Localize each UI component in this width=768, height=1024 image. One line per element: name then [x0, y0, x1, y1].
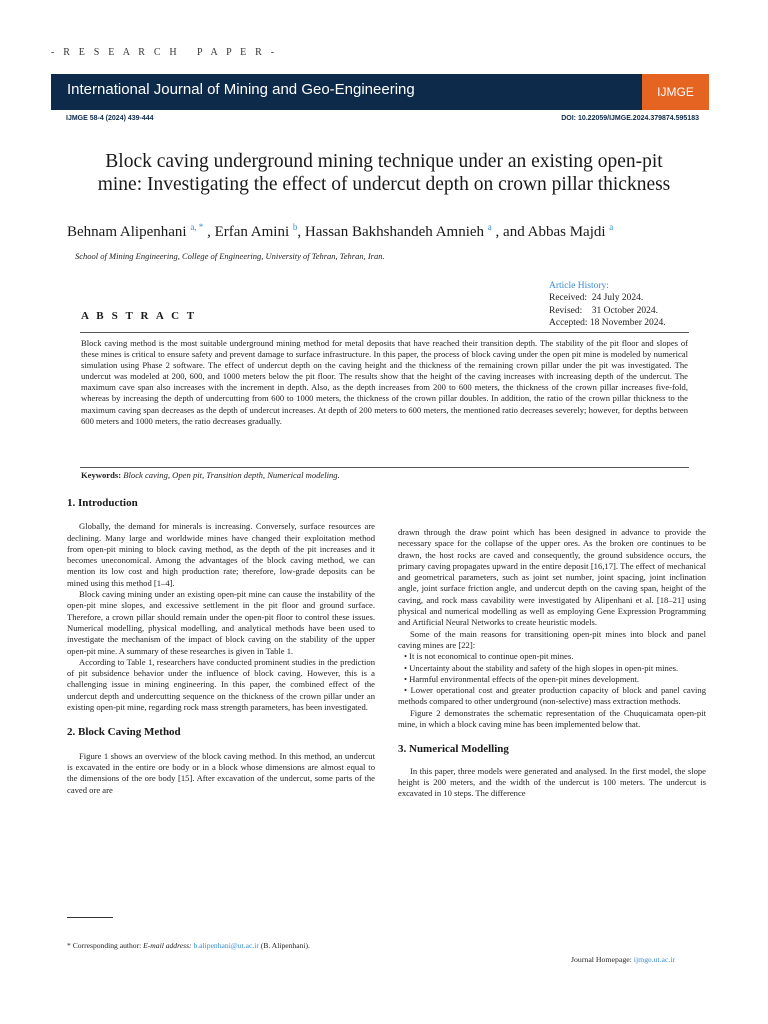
- author-affiliation-mark: a: [487, 222, 492, 232]
- journal-banner: [51, 74, 709, 110]
- abstract-bottom-rule: [80, 467, 689, 468]
- journal-title: International Journal of Mining and Geo-Engineering: [67, 81, 415, 98]
- paragraph: drawn through the draw point which has been designed in advance to provide the necessary space for the collapse of the upper ores. As the broken ore continues to be drawn, the host rocks are caved and consequently, the ground subsidence occurs, the primary caving propagates upward in the entire deposit [16,17]. The effect of mechanical and geometrical parameters, such as joint set number, joint spacing, joint inclination angle, joint surface friction angle, and undercut depth on the caving span, height of the caving, and rock mass cavability were investigated by Alipenhani et al. [18–21] using physical and numerical modelling as well as employing Gene Expression Programming and Artificial Neural Networks to create heuristic models.: [398, 527, 706, 628]
- paragraph: According to Table 1, researchers have conducted prominent studies in the prediction of pit subsidence behavior under the influence of block caving. However, this is a challenging issue in mining engineering. In this paper, the combined effect of the undercut depth and undercutting sequence on the thickness of the crown pillar under an existing open-pit mine, regarding rock mass strength parameters, has been investigated.: [67, 656, 375, 713]
- section-heading-block-caving: 2. Block Caving Method: [67, 726, 181, 739]
- author-affiliation-mark: a, *: [190, 222, 204, 232]
- abstract-text: Block caving method is the most suitable underground mining method for metal deposits that have reached their transition depth. The stability of the pit floor and slopes of these mines is critical to ensure safety and prevent damage to surface infrastructure. In this paper, the process of block caving under the open pit mine is modeled by numerical simulation using Phase 2 software. The effect of undercut depth on the caving height and the thickness of the remaining crown pillar under the pit was investigated. The undercut was modeled at 200, 600, and 1000 meters below the pit floor. The results show that the height of the caving increases with increasing depth of the undercut. The maximum cave span also increases with the increment in depth. Also, as the depth increases from 200 to 600 meters, the thickness of the crown pillar increases five-fold, whereas by increasing the depth of undercutting from 600 to 1000 meters, the thickness of the crown pillar doubles. In addition, the ratio of the crown pillar thickness to the maximum caving span decreases as the depth of undercut increases. At depth of 200 meters to 600 meters, the mentioned ratio decreases severely; however, for depths between 600 meters and 1000 meters, the ratio decreases gradually.: [81, 338, 688, 426]
- homepage-label: Journal Homepage:: [571, 955, 634, 964]
- doi-link[interactable]: DOI: 10.22059/IJMGE.2024.379874.595183: [561, 115, 699, 122]
- paragraph: Some of the main reasons for transitioning open-pit mines into block and panel caving mines are [22]:: [398, 628, 706, 650]
- keywords-list: Block caving, Open pit, Transition depth, Numerical modeling.: [123, 470, 340, 480]
- author-affiliation-mark: a: [609, 222, 614, 232]
- footnote-email-label: E-mail address:: [143, 941, 194, 950]
- bullet-item: • Lower operational cost and greater production capacity of block and panel caving methods compared to other underground (non-selective) mass extraction methods.: [398, 685, 706, 707]
- author-name: Behnam Alipenhani: [67, 224, 187, 240]
- left-column: [67, 498, 375, 796]
- keywords-label: Keywords:: [81, 470, 122, 480]
- affiliation: School of Mining Engineering, College of Engineering, University of Tehran, Tehran, Iran.: [75, 251, 385, 261]
- author-name: Erfan Amini: [214, 224, 290, 240]
- article-title: [40, 150, 728, 196]
- footnote-rule: [67, 917, 113, 918]
- author-affiliation-mark: b: [292, 222, 298, 232]
- history-revised: Revised: 31 October 2024.: [549, 305, 658, 316]
- section-heading-numerical-modelling: 3. Numerical Modelling: [398, 743, 509, 756]
- history-accepted: Accepted: 18 November 2024.: [549, 317, 666, 328]
- title-line-2: mine: Investigating the effect of undercut depth on crown pillar thickness: [97, 174, 671, 195]
- paragraph: Figure 2 demonstrates the schematic representation of the Chuquicamata open-pit mine, in which a block caving mine has been implemented below that.: [398, 707, 706, 730]
- author-separator: ,: [297, 224, 305, 240]
- right-column: [398, 527, 706, 800]
- history-received: Received: 24 July 2024.: [549, 293, 644, 304]
- title-line-1: Block caving underground mining technique under an existing open-pit: [105, 151, 663, 172]
- corresponding-author-footnote: [67, 941, 310, 950]
- section-heading-introduction: 1. Introduction: [67, 497, 138, 509]
- paragraph: In this paper, three models were generated and analysed. In the first model, the slope height is 200 meters, and the width of the undercut is 100 meters. The undercut is excavated in 10 steps. The difference: [398, 765, 706, 799]
- footnote-prefix: * Corresponding author:: [67, 941, 144, 950]
- abstract-top-rule: [80, 332, 689, 333]
- journal-badge: IJMGE: [642, 74, 709, 110]
- author-list: [67, 222, 613, 241]
- keywords: [81, 470, 340, 480]
- author-name: Abbas Majdi: [527, 224, 606, 240]
- abstract-heading: A B S T R A C T: [81, 310, 197, 322]
- bullet-item: • Harmful environmental effects of the open-pit mines development.: [404, 673, 640, 684]
- journal-homepage: [571, 955, 675, 964]
- author-name: Hassan Bakhshandeh Amnieh: [304, 224, 485, 240]
- homepage-link[interactable]: ijmge.ut.ac.ir: [633, 955, 676, 964]
- author-separator: , and: [491, 224, 528, 240]
- paragraph: Block caving mining under an existing open-pit mine can cause the instability of the open-pit mine slopes, and excessive settlement in the pit floor and ground surface. Therefore, a crown pillar should remain under the open-pit floor to control these issues. Numerical modelling, physical modelling, and analytical methods have been used to investigate the mechanism of the impact of block caving on the stability of the upper open-pit mine. A summary of these researches is given in Table 1.: [67, 589, 375, 656]
- history-heading: Article History:: [549, 281, 609, 291]
- citation: IJMGE 58-4 (2024) 439-444: [66, 115, 154, 122]
- bullet-item: • It is not economical to continue open-pit mines.: [404, 651, 574, 662]
- author-email-link[interactable]: b.alipenhani@ut.ac.ir: [193, 941, 259, 950]
- paragraph: Globally, the demand for minerals is increasing. Conversely, surface resources are declining. Many large and worldwide mines have changed their exploitation method from open-pit mining to block caving method, as the depth of the pit increases and it becomes uneconomical. Among the advantages of the block caving method, we can mention its low cost and high production rate; therefore, low-grade deposits can be mined using this method [1–4].: [67, 521, 375, 588]
- paragraph: Figure 1 shows an overview of the block caving method. In this method, an undercut is excavated in the entire ore body or in a block whose dimensions are almost equal to the dimensions of the ore body [15]. After excavation of the undercut, some parts of the caved ore are: [67, 750, 375, 795]
- bullet-item: • Uncertainty about the stability and safety of the high slopes in open-pit mines.: [404, 662, 679, 673]
- paper-type-kicker: - R E S E A R C H P A P E R -: [51, 47, 278, 58]
- author-separator: ,: [203, 224, 215, 240]
- footnote-suffix: (B. Alipenhani).: [258, 941, 310, 950]
- article-history: [549, 280, 666, 329]
